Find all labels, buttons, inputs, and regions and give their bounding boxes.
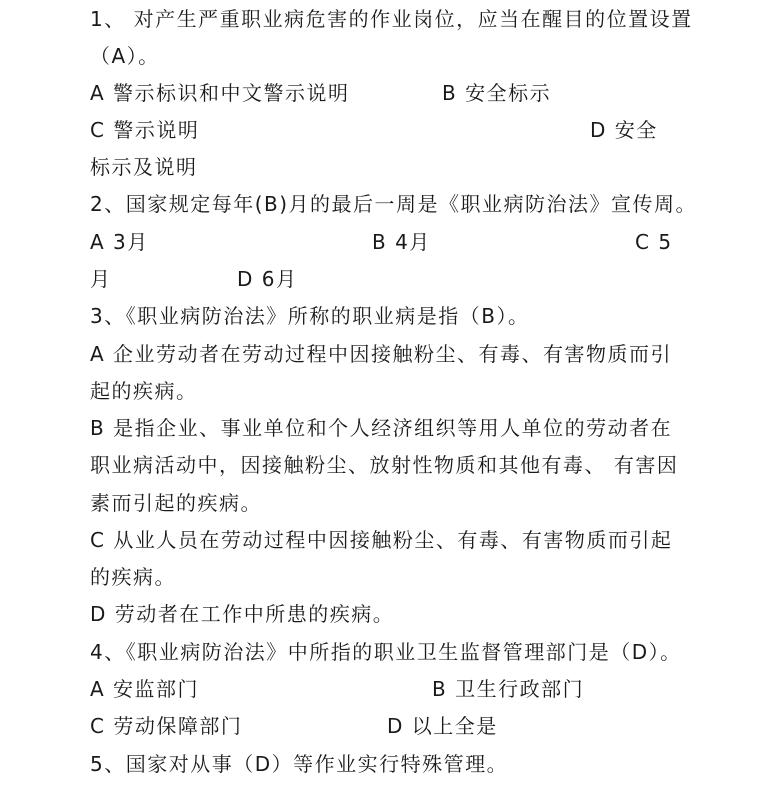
option-d: D 劳动者在工作中所患的疾病。 — [90, 602, 395, 626]
question-2-text: 2、国家规定每年(B)月的最后一周是《职业病防治法》宣传周。 — [90, 192, 698, 216]
option-a: A 3月 — [90, 230, 149, 254]
option-a: A 企业劳动者在劳动过程中因接触粉尘、有毒、有害物质而引 — [90, 342, 673, 366]
question-1-text: 1、 对产生严重职业病危害的作业岗位，应当在醒目的位置设置 — [90, 7, 693, 31]
option-c-continued: 月 — [90, 267, 112, 291]
option-b: B 是指企业、事业单位和个人经济组织等用人单位的劳动者在 — [90, 416, 673, 440]
option-d: D 6月 — [237, 267, 298, 291]
option-c: C 警示说明 — [90, 118, 200, 142]
option-c-continued: 的疾病。 — [90, 565, 176, 589]
option-c: C 从业人员在劳动过程中因接触粉尘、有毒、有害物质而引起 — [90, 528, 673, 552]
option-b-continued: 职业病活动中，因接触粉尘、放射性物质和其他有毒、 有害因 — [90, 453, 679, 477]
option-d-continued: 标示及说明 — [90, 155, 198, 179]
option-a: A 警示标识和中文警示说明 — [90, 81, 350, 105]
option-c: C 劳动保障部门 — [90, 714, 243, 738]
option-b-continued-2: 素而引起的疾病。 — [90, 491, 262, 515]
option-d: D 安全 — [590, 118, 658, 142]
option-a-continued: 起的疾病。 — [90, 379, 198, 403]
question-3-text: 3、《职业病防治法》所称的职业病是指（B）。 — [90, 304, 530, 328]
option-a: A 安监部门 — [90, 677, 200, 701]
option-c: C 5 — [635, 230, 673, 254]
option-b: B 卫生行政部门 — [432, 677, 585, 701]
question-4-text: 4、《职业病防治法》中所指的职业卫生监督管理部门是（D）。 — [90, 640, 682, 664]
option-d: D 以上全是 — [387, 714, 498, 738]
option-b: B 安全标示 — [442, 81, 552, 105]
question-1-answer: （A）。 — [90, 44, 160, 68]
question-5-text: 5、国家对从事（D）等作业实行特殊管理。 — [90, 752, 509, 776]
option-b: B 4月 — [372, 230, 431, 254]
